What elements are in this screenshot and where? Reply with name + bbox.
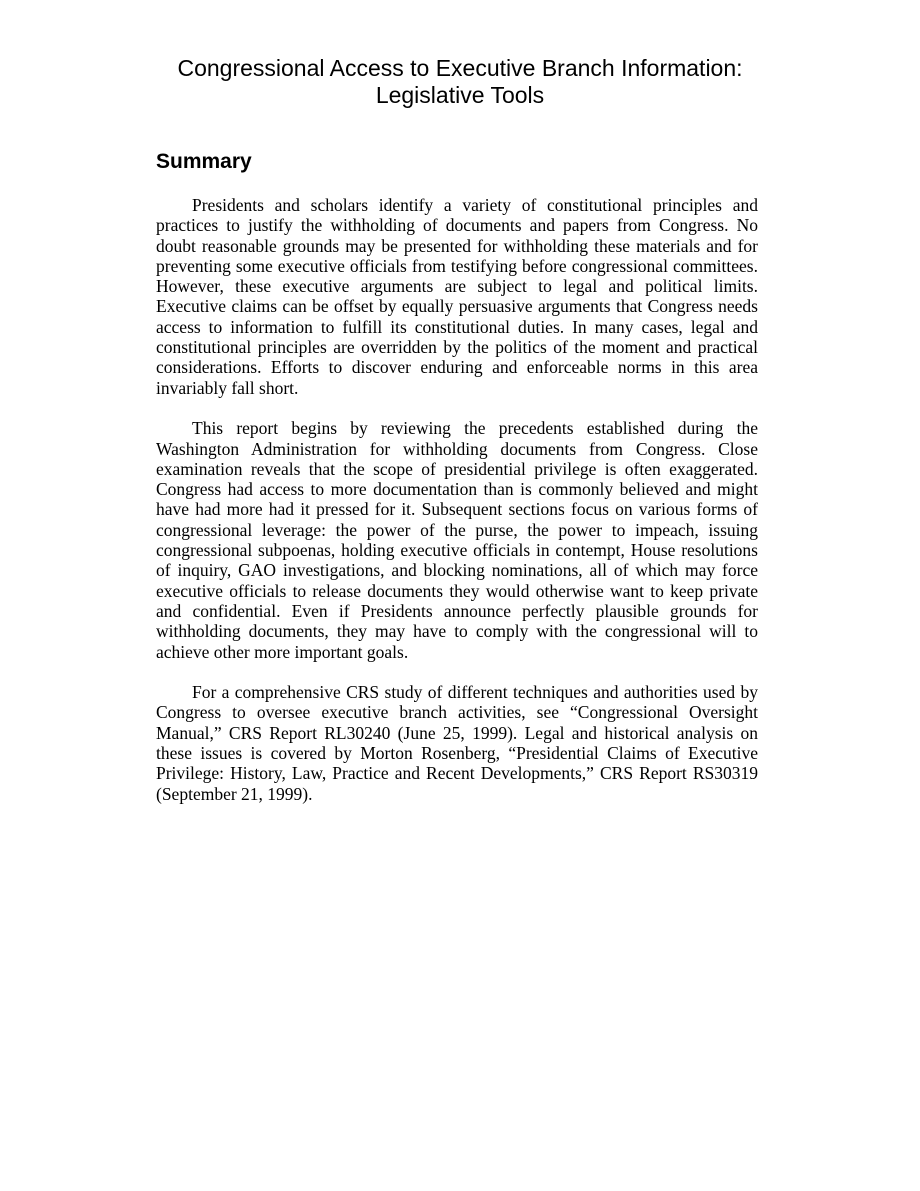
document-title-line-2: Legislative Tools <box>375 82 545 108</box>
summary-body <box>156 195 758 824</box>
summary-paragraph-2: This report begins by reviewing the precedents established during the Washington Administration for withholding documents from Congress. Close examination reveals that the scope of presidential privilege is often exaggerated. Congress had access to more documentation than is commonly believed and might have had more had it pressed for it. Subsequent sections focus on various forms of congressional leverage: the power of the purse, the power to impeach, issuing congressional subpoenas, holding executive officials in contempt, House resolutions of inquiry, GAO investigations, and blocking nominations, all of which may force executive officials to release documents they would otherwise want to keep private and confidential. Even if Presidents announce perfectly plausible grounds for withholding documents, they may have to comply with the congressional will to achieve other more important goals. <box>156 418 758 662</box>
document-title <box>140 55 780 109</box>
summary-paragraph-3: For a comprehensive CRS study of different techniques and authorities used by Congress to oversee executive branch activities, see “Congressional Oversight Manual,” CRS Report RL30240 (June 25, 1999). Legal and historical analysis on these issues is covered by Morton Rosenberg, “Presidential Claims of Executive Privilege: History, Law, Practice and Recent Developments,” CRS Report RS30319 (September 21, 1999). <box>156 682 758 804</box>
section-heading-summary: Summary <box>156 150 252 173</box>
document-title-line-1: Congressional Access to Executive Branch Information: <box>177 55 743 81</box>
summary-paragraph-1: Presidents and scholars identify a variety of constitutional principles and practices to justify the withholding of documents and papers from Congress. No doubt reasonable grounds may be presented for withholding these materials and for preventing some executive officials from testifying before congressional committees. However, these executive arguments are subject to legal and political limits. Executive claims can be offset by equally persuasive arguments that Congress needs access to information to fulfill its constitutional duties. In many cases, legal and constitutional principles are overridden by the politics of the moment and practical considerations. Efforts to discover enduring and enforceable norms in this area invariably fall short. <box>156 195 758 398</box>
